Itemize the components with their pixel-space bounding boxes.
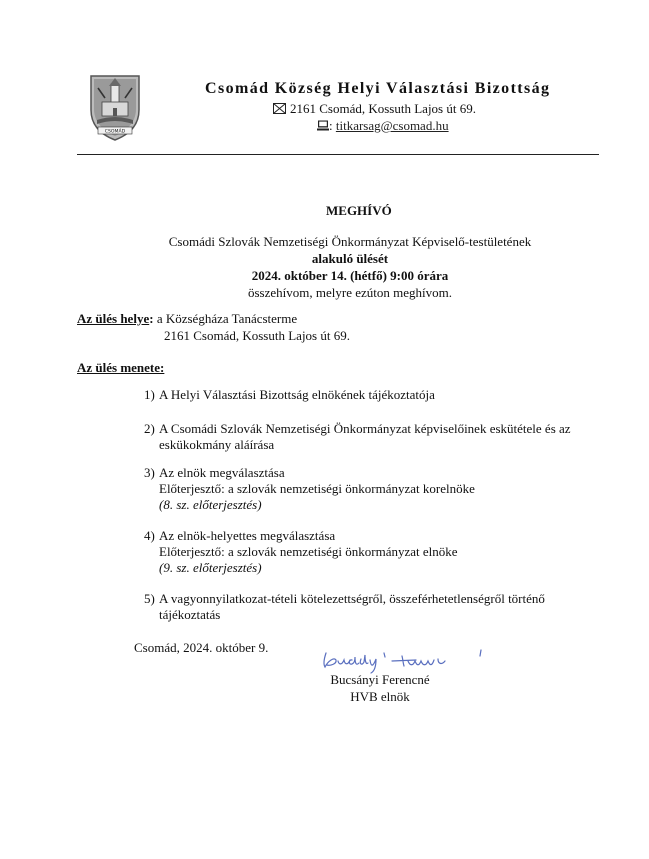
agenda-item — [144, 387, 604, 403]
agenda-item-text: A vagyonnyilatkozat-tételi kötelezettségről, összeférhetetlenségről történő tájékoztatás — [159, 591, 545, 622]
agenda-item-reference: (9. sz. előterjesztés) — [159, 560, 262, 575]
envelope-icon — [273, 102, 286, 118]
invitation-block — [150, 233, 550, 301]
agenda-item-number: 1) — [144, 387, 155, 402]
address-line — [273, 101, 476, 118]
invitation-line-1: Csomádi Szlovák Nemzetiségi Önkormányzat Képviselő-testületének — [168, 234, 532, 249]
agenda-item-text: Az elnök megválasztása — [159, 465, 285, 480]
address-text: 2161 Csomád, Kossuth Lajos út 69. — [290, 101, 476, 116]
header-divider — [77, 154, 599, 155]
signature-block — [320, 671, 440, 705]
agenda-item-number: 4) — [144, 528, 155, 543]
committee-title: Csomád Község Helyi Választási Bizottság — [205, 80, 551, 97]
signer-name: Bucsányi Ferencné — [330, 672, 430, 687]
invitation-line-2: alakuló ülését — [311, 251, 389, 266]
agenda-item-text: A Helyi Választási Bizottság elnökének tájékoztatója — [159, 387, 435, 402]
invitation-date: 2024. október 14. (hétfő) 9:00 órára — [251, 268, 449, 283]
signer-title: HVB elnök — [350, 689, 410, 704]
agenda-item-text: A Csomádi Szlovák Nemzetiségi Önkormányzat képviselőinek eskütétele és az eskükokmány aláírása — [159, 421, 571, 452]
agenda-item-reference: (8. sz. előterjesztés) — [159, 497, 262, 512]
venue-room: a Községháza Tanácsterme — [156, 311, 298, 326]
email-link[interactable]: titkarsag@csomad.hu — [335, 118, 449, 133]
document-heading: MEGHÍVÓ — [326, 203, 392, 218]
venue-address: 2161 Csomád, Kossuth Lajos út 69. — [164, 328, 350, 343]
agenda-item — [144, 421, 599, 453]
agenda-item-number: 2) — [144, 421, 155, 436]
invitation-line-4: összehívom, melyre ezúton meghívom. — [248, 285, 452, 300]
agenda-item-presenter: Előterjesztő: a szlovák nemzetiségi önkormányzat elnöke — [159, 544, 458, 559]
computer-icon — [317, 119, 329, 135]
email-line — [317, 118, 449, 135]
agenda-item — [144, 465, 604, 513]
venue-label: Az ülés helye — [77, 311, 150, 326]
municipal-crest — [88, 72, 142, 142]
venue-colon: : — [149, 311, 154, 326]
agenda-item — [144, 528, 604, 576]
crest-banner-text: CSOMÁD — [104, 129, 126, 135]
agenda-item-number: 5) — [144, 591, 155, 606]
agenda-item — [144, 591, 584, 623]
document-date: Csomád, 2024. október 9. — [134, 640, 269, 655]
agenda-heading: Az ülés menete: — [77, 360, 165, 375]
agenda-item-presenter: Előterjesztő: a szlovák nemzetiségi önkormányzat korelnöke — [159, 481, 475, 496]
agenda-item-text: Az elnök-helyettes megválasztása — [159, 528, 336, 543]
email-prefix: : — [329, 118, 336, 133]
venue-line-1 — [77, 311, 297, 327]
agenda-item-number: 3) — [144, 465, 155, 480]
